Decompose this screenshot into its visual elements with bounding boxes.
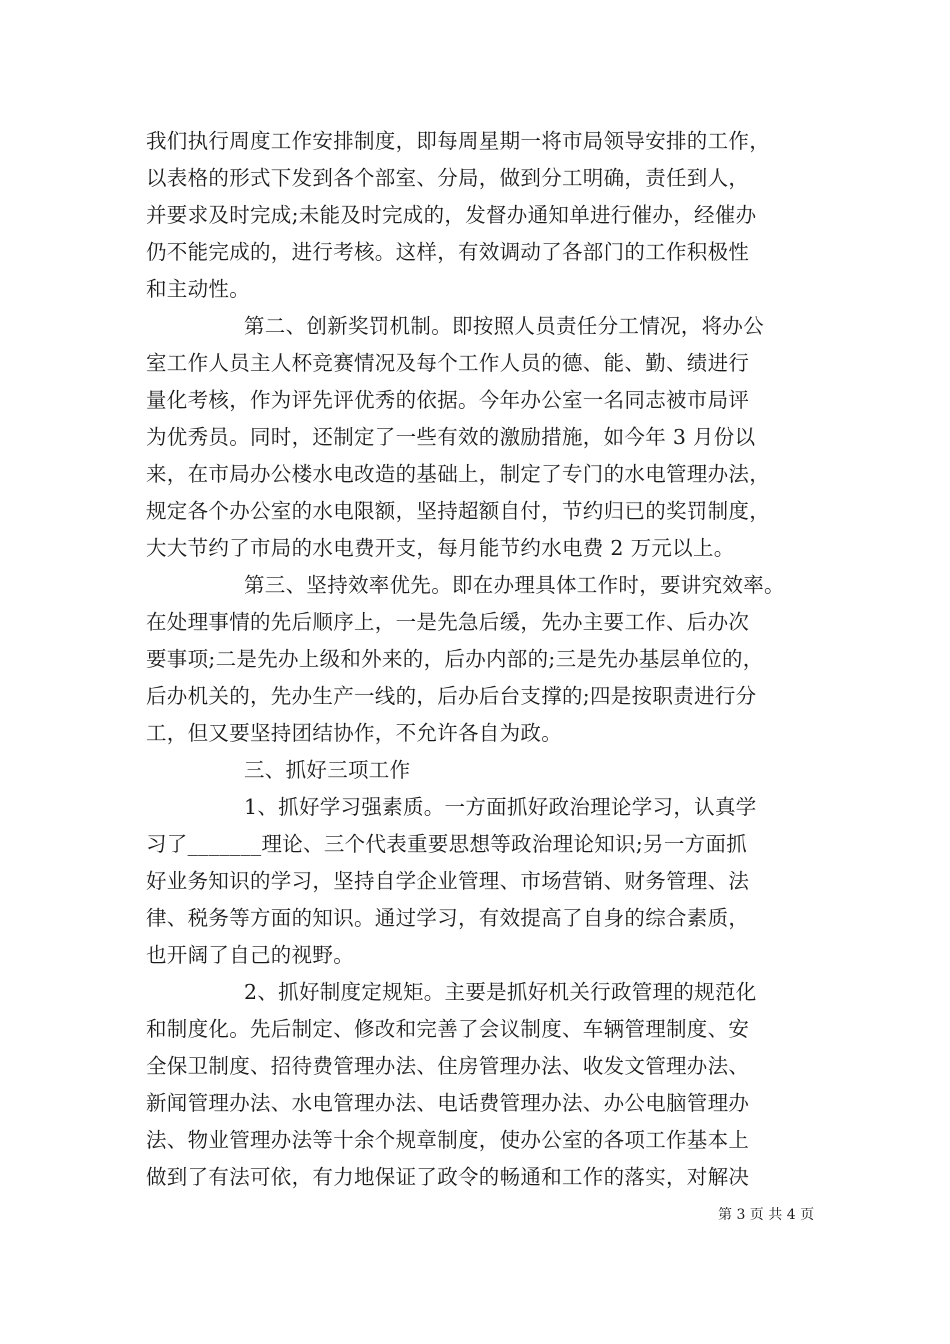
body-text-line: 也开阔了自己的视野。 (146, 943, 354, 967)
body-text-line: 后办机关的，先办生产一线的，后办后台支撑的;四是按职责进行分 (146, 684, 757, 708)
body-text-line: 室工作人员主人杯竞赛情况及每个工作人员的德、能、勤、绩进行 (146, 351, 750, 375)
page-number-footer: 第 3 页 共 4 页 (718, 1207, 815, 1223)
body-text-line: 和制度化。先后制定、修改和完善了会议制度、车辆管理制度、安 (146, 1017, 750, 1041)
body-text-line: 来，在市局办公楼水电改造的基础上，制定了专门的水电管理办法， (146, 462, 770, 486)
body-text-line: 好业务知识的学习，坚持自学企业管理、市场营销、财务管理、法 (146, 869, 750, 893)
body-text-line: 和主动性。 (146, 277, 250, 301)
body-text-line: 工，但又要坚持团结协作，不允许各自为政。 (146, 721, 562, 745)
body-text-line: 我们执行周度工作安排制度，即每周星期一将市局领导安排的工作， (146, 129, 770, 153)
body-text-line: 习了_______理论、三个代表重要思想等政治理论知识;另一方面抓 (146, 832, 748, 856)
body-text-line: 大大节约了市局的水电费开支，每月能节约水电费 2 万元以上。 (146, 536, 735, 560)
body-text-line: 法、物业管理办法等十余个规章制度，使办公室的各项工作基本上 (146, 1128, 750, 1152)
paragraph-start-line: 第三、坚持效率优先。即在办理具体工作时，要讲究效率。 (244, 573, 785, 597)
body-text-line: 在处理事情的先后顺序上，一是先急后缓，先办主要工作、后办次 (146, 610, 750, 634)
body-text-line: 规定各个办公室的水电限额，坚持超额自付，节约归已的奖罚制度， (146, 499, 770, 523)
body-text-line: 做到了有法可依，有力地保证了政令的畅通和工作的落实，对解决 (146, 1165, 750, 1189)
section-heading: 三、抓好三项工作 (244, 758, 411, 782)
body-text-line: 要事项;二是先办上级和外来的，后办内部的;三是先办基层单位的， (146, 647, 764, 671)
body-text-line: 新闻管理办法、水电管理办法、电话费管理办法、办公电脑管理办 (146, 1091, 750, 1115)
paragraph-start-line: 2、抓好制度定规矩。主要是抓好机关行政管理的规范化 (244, 980, 757, 1004)
body-text-line: 仍不能完成的，进行考核。这样，有效调动了各部门的工作积极性 (146, 240, 750, 264)
paragraph-start-line: 第二、创新奖罚机制。即按照人员责任分工情况，将办公 (244, 314, 764, 338)
body-text-line: 以表格的形式下发到各个部室、分局，做到分工明确，责任到人， (146, 166, 750, 190)
body-text-line: 全保卫制度、招待费管理办法、住房管理办法、收发文管理办法、 (146, 1054, 750, 1078)
paragraph-start-line: 1、抓好学习强素质。一方面抓好政治理论学习，认真学 (244, 795, 757, 819)
body-text-line: 量化考核，作为评先评优秀的依据。今年办公室一名同志被市局评 (146, 388, 750, 412)
body-text-line: 律、税务等方面的知识。通过学习，有效提高了自身的综合素质， (146, 906, 750, 930)
body-text-line: 并要求及时完成;未能及时完成的，发督办通知单进行催办，经催办 (146, 203, 757, 227)
body-text-line: 为优秀员。同时，还制定了一些有效的激励措施，如今年 3 月份以 (146, 425, 756, 449)
